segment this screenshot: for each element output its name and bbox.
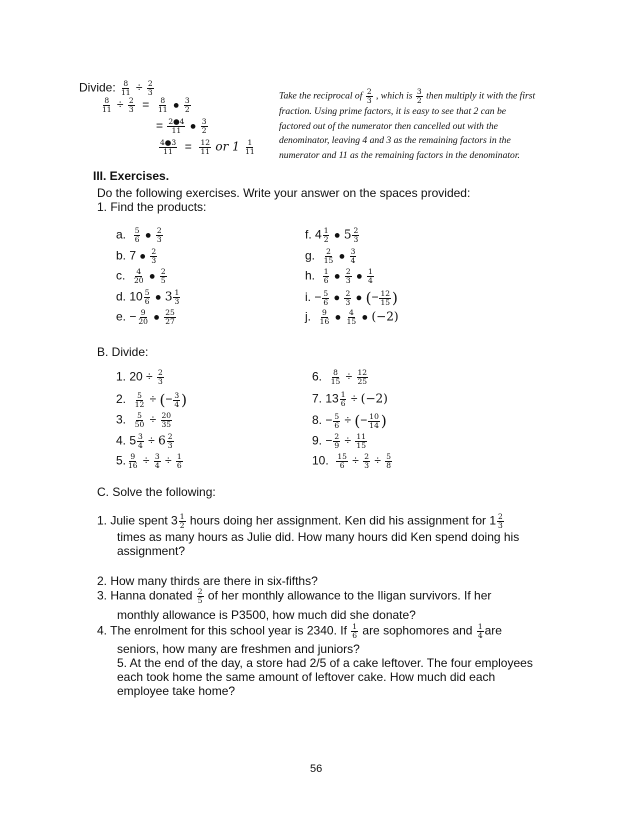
item-h: h. $\frac{1}{6}$ ● $\frac{2}{3}$ ● $\frac{1}{4}$: [305, 267, 373, 285]
item-f: f. 4 $\frac{1}{2}$ ● 5 $\frac{2}{3}$: [305, 226, 359, 244]
example-line-3: $\frac{4●3}{11}$ = $\frac{12}{11}$ or 1 $\frac{1}{11}$: [160, 138, 255, 156]
problem-4-cont: seniors, how many are freshmen and juniors?: [117, 642, 360, 656]
item-i: i. − $\frac{5}{6}$ ● $\frac{2}{3}$ ● (− $\frac{12}{15}$ ): [305, 288, 398, 307]
part-c-heading: C. Solve the following:: [97, 485, 216, 499]
item-g: g. $\frac{2}{15}$ ● $\frac{3}{4}$: [305, 247, 356, 265]
problem-4: 4. The enrolment for this school year is 2340. If $\frac{1}{6}$ are sophomores and $\frac{1}{4}$ are: [97, 622, 502, 640]
item-c: c. $\frac{4}{20}$ ● $\frac{2}{5}$: [116, 267, 166, 285]
problem-2: 2. How many thirds are there in six-fifths?: [97, 574, 318, 588]
div-item-3: 3. $\frac{5}{50}$ ÷ $\frac{20}{35}$: [116, 411, 172, 429]
problem-1: 1. Julie spent 3 $\frac{1}{2}$ hours doing her assignment. Ken did his assignment for 1 $\frac{2}{3}$ times as many hours as Julie did. How many hours did Ken spend doing his assignment?: [97, 512, 520, 558]
explanation-note: Take the reciprocal of $\frac{2}{3}$ , which is $\frac{3}{2}$ then multiply it with the first fraction. Using prime factors, it is easy to see that 2 can be factored out of the numerator then cancelled out with the denominator, leaving 4 and 3 as the remaining factors in the numerator and 11 as the remaining factors in the denominator.: [279, 87, 536, 161]
div-item-8: 8. − $\frac{5}{6}$ ÷ (− $\frac{10}{14}$ ): [312, 411, 387, 430]
item-a: a. $\frac{5}{6}$ ● $\frac{2}{3}$: [116, 226, 162, 244]
problem-3-cont: monthly allowance is P3500, how much did she donate?: [117, 608, 416, 622]
div-item-7: 7. 13 $\frac{1}{6}$ ÷ (−2): [312, 390, 388, 408]
item-d: d. 10 $\frac{5}{6}$ ● 3 $\frac{1}{3}$: [116, 288, 180, 306]
div-item-5: 5. $\frac{9}{16}$ ÷ $\frac{3}{4}$ ÷ $\frac{1}{6}$: [116, 452, 182, 470]
part-b-heading: B. Divide:: [97, 345, 149, 359]
section-intro: Do the following exercises. Write your answer on the spaces provided:: [97, 186, 471, 200]
problem-5: 5. At the end of the day, a store had 2/5 of a cake leftover. The four employees each took home the same amount of leftover cake. How much did each employee take home?: [117, 656, 533, 698]
fraction: $\frac{2}{3}$: [147, 79, 153, 97]
problem-3: 3. Hanna donated $\frac{2}{5}$ of her monthly allowance to the Iligan survivors. If her: [97, 587, 492, 605]
example-line-2: = $\frac{2●4}{11}$ ● $\frac{3}{2}$: [156, 117, 207, 135]
part-a-heading: 1. Find the products:: [97, 200, 207, 214]
item-j: j. $\frac{9}{16}$ ● $\frac{4}{15}$ ● (−2): [305, 308, 399, 326]
div-item-6: 6. $\frac{8}{15}$ ÷ $\frac{12}{25}$: [312, 368, 368, 386]
section-title: III. Exercises.: [93, 169, 170, 183]
item-b: b. 7 ● $\frac{2}{3}$: [116, 247, 157, 265]
example-line-1: $\frac{8}{11}$ ÷ $\frac{2}{3}$ = $\frac{8}{11}$ ● $\frac{3}{2}$: [102, 96, 190, 114]
div-item-2: 2. $\frac{5}{12}$ ÷ (− $\frac{3}{4}$ ): [116, 390, 188, 409]
div-item-1: 1. 20 ÷ $\frac{2}{3}$: [116, 368, 163, 386]
div-item-10: 10. $\frac{15}{6}$ ÷ $\frac{2}{3}$ ÷ $\frac{5}{8}$: [312, 452, 392, 470]
page-number: 56: [310, 763, 323, 775]
div-item-9: 9. − $\frac{2}{9}$ ÷ $\frac{11}{15}$: [312, 432, 366, 450]
divide-label: Divide: $\frac{8}{11}$ ÷ $\frac{2}{3}$: [79, 79, 153, 97]
fraction: $\frac{8}{11}$: [121, 79, 131, 97]
item-e: e. − $\frac{9}{20}$ ● $\frac{25}{27}$: [116, 308, 175, 326]
div-item-4: 4. 5 $\frac{3}{4}$ ÷ 6 $\frac{2}{3}$: [116, 432, 173, 450]
